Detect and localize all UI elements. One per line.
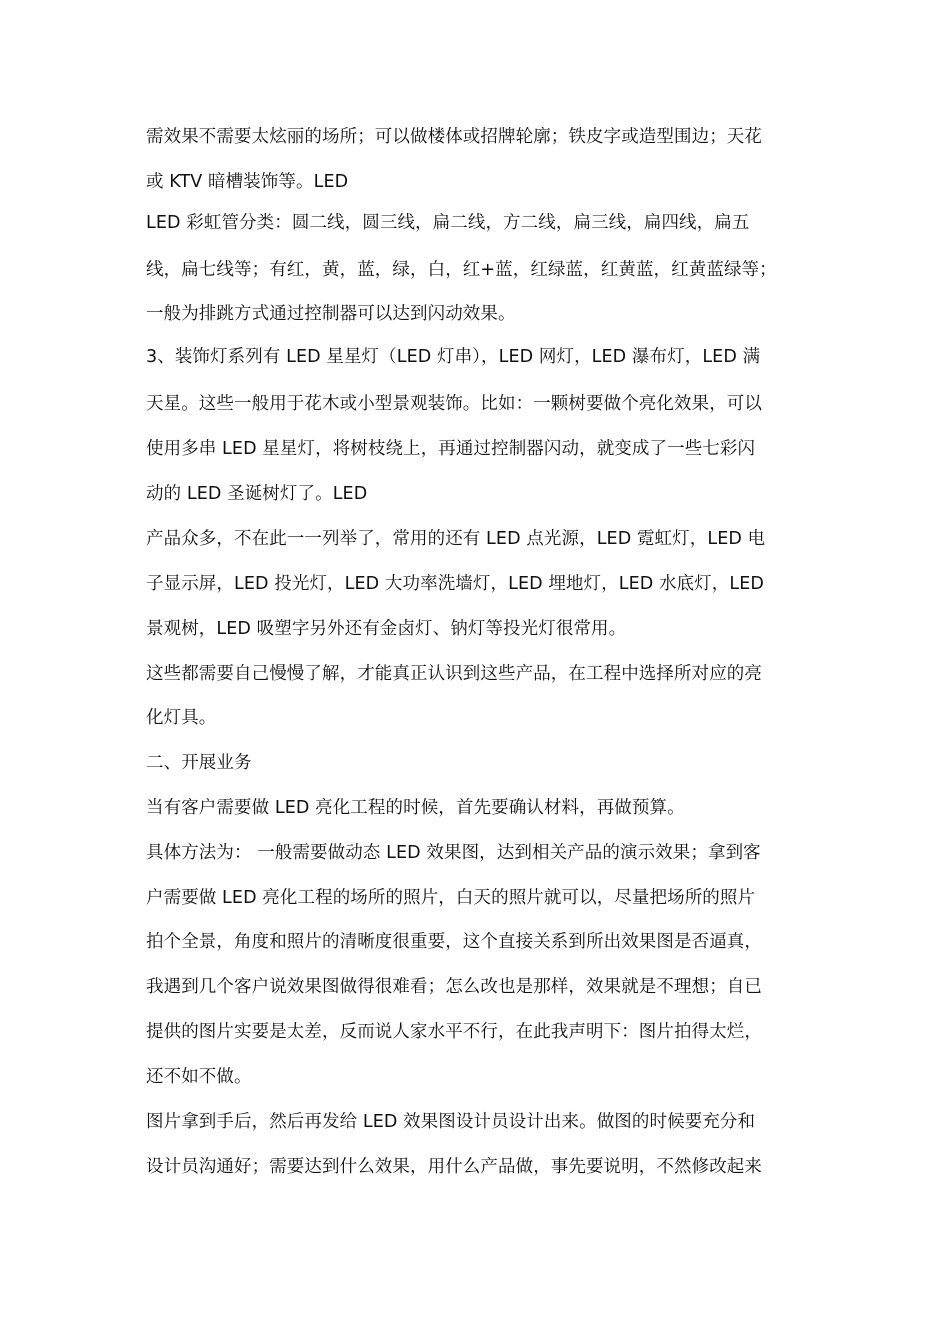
text-line: 或 KTV 暗槽装饰等。LED: [146, 172, 349, 192]
text-line: 提供的图片实要是太差，反而说人家水平不行，在此我声明下：图片拍得太烂，: [146, 1022, 762, 1042]
text-line: LED 彩虹管分类：圆二线，圆三线，扁二线，方二线，扁三线，扁四线，扁五: [146, 213, 750, 233]
text-line: 我遇到几个客户说效果图做得很难看；怎么改也是那样，效果就是不理想；自已: [146, 977, 762, 997]
text-line: 子显示屏，LED 投光灯，LED 大功率洗墙灯，LED 埋地灯，LED 水底灯，LED: [146, 574, 764, 594]
text-line: 户需要做 LED 亮化工程的场所的照片，白天的照片就可以，尽量把场所的照片: [146, 888, 756, 908]
text-line: 使用多串 LED 星星灯，将树枝绕上，再通过控制器闪动，就变成了一些七彩闪: [146, 439, 756, 459]
text-line: 化灯具。: [146, 708, 217, 728]
text-line: 设计员沟通好；需要达到什么效果，用什么产品做，事先要说明，不然修改起来: [146, 1157, 762, 1177]
text-line: 一般为排跳方式通过控制器可以达到闪动效果。: [146, 304, 516, 324]
text-line: 图片拿到手后，然后再发给 LED 效果图设计员设计出来。做图的时候要充分和: [146, 1112, 756, 1132]
text-line: 产品众多，不在此一一列举了，常用的还有 LED 点光源，LED 霓虹灯，LED 电: [146, 529, 766, 549]
text-line: 这些都需要自己慢慢了解，才能真正认识到这些产品，在工程中选择所对应的亮: [146, 664, 762, 684]
text-line: 具体方法为： 一般需要做动态 LED 效果图，达到相关产品的演示效果；拿到客: [146, 843, 761, 863]
text-line: 天星。这些一般用于花木或小型景观装饰。比如：一颗树要做个亮化效果，可以: [146, 394, 762, 414]
text-line: 还不如不做。: [146, 1067, 252, 1087]
section-heading: 二、开展业务: [146, 753, 252, 773]
text-line: 需效果不需要太炫丽的场所；可以做楼体或招牌轮廓；铁皮字或造型围边；天花: [146, 127, 762, 147]
text-line: 拍个全景，角度和照片的清晰度很重要，这个直接关系到所出效果图是否逼真，: [146, 932, 762, 952]
text-line: 景观树，LED 吸塑字另外还有金卤灯、钠灯等投光灯很常用。: [146, 619, 627, 639]
text-line: 3、装饰灯系列有 LED 星星灯（LED 灯串），LED 网灯，LED 瀑布灯，LED 满: [146, 347, 761, 367]
text-line: 动的 LED 圣诞树灯了。LED: [146, 484, 368, 504]
text-line: 当有客户需要做 LED 亮化工程的时候，首先要确认材料，再做预算。: [146, 798, 685, 818]
text-line: 线，扁七线等；有红，黄，蓝，绿，白，红+蓝，红绿蓝，红黄蓝，红黄蓝绿等；: [146, 260, 777, 280]
